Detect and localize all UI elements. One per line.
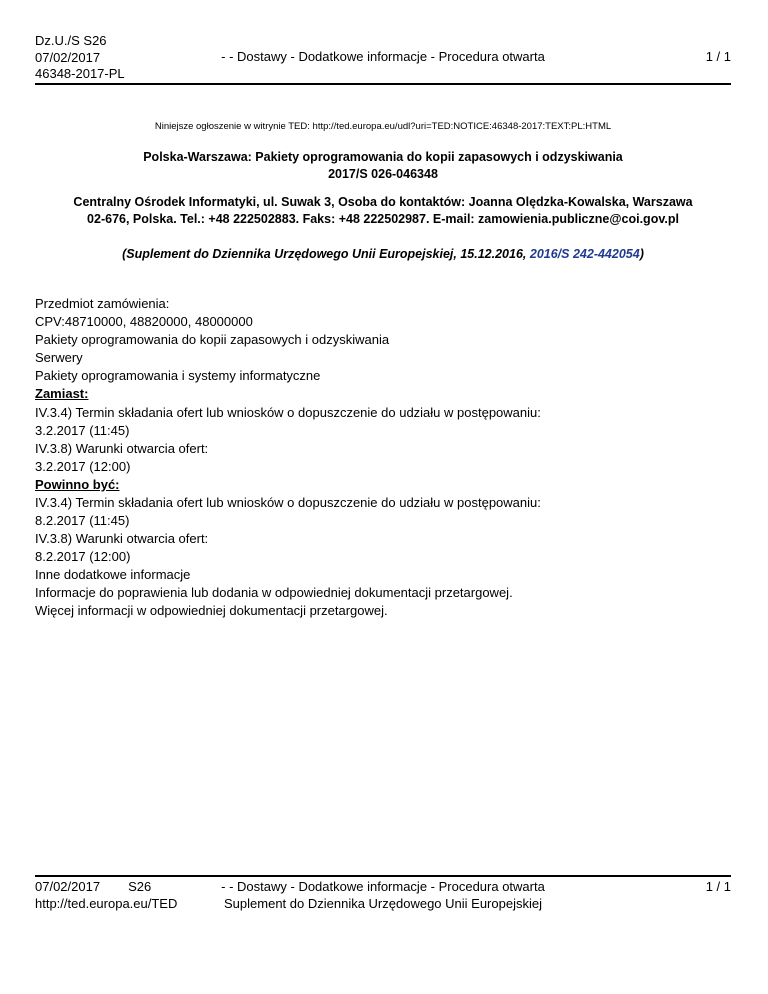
page-footer: [35, 878, 731, 918]
contracting-authority: [35, 194, 731, 228]
should-be-line: IV.3.8) Warunki otwarcia ofert:: [35, 531, 209, 546]
subject-item: Serwery: [35, 350, 83, 365]
instead-section: [35, 404, 731, 494]
header-notice-number: 46348-2017-PL: [35, 66, 125, 81]
supplement-suffix: ): [639, 247, 644, 261]
page-header: [35, 33, 731, 83]
subject-item: Pakiety oprogramowania do kopii zapasowych i odzyskiwania: [35, 332, 390, 347]
should-be-line: 8.2.2017 (11:45): [35, 513, 130, 528]
should-be-section: [35, 494, 731, 620]
should-be-line: Informacje do poprawienia lub dodania w odpowiedniej dokumentacji przetargowej.: [35, 585, 513, 600]
supplement-prefix: (Suplement do Dziennika Urzędowego Unii Europejskiej, 15.12.2016,: [122, 247, 530, 261]
notice-title-line: Polska-Warszawa: Pakiety oprogramowania do kopii zapasowych i odzyskiwania: [143, 150, 623, 164]
should-be-line: Więcej informacji w odpowiedniej dokumentacji przetargowej.: [35, 603, 388, 618]
instead-line: IV.3.4) Termin składania ofert lub wniosków o dopuszczenie do udziału w postępowaniu:: [35, 405, 541, 420]
subject-section: [35, 295, 731, 403]
footer-section: S26: [128, 879, 152, 894]
instead-line: IV.3.8) Warunki otwarcia ofert:: [35, 441, 209, 456]
footer-center: [35, 878, 731, 912]
should-be-line: 8.2.2017 (12:00): [35, 549, 131, 564]
notice-reference: 2017/S 026-046348: [328, 167, 438, 181]
cpv-codes: CPV:48710000, 48820000, 48000000: [35, 314, 253, 329]
header-divider: [35, 83, 731, 85]
notice-link-text: Niniejsze ogłoszenie w witrynie TED: http://ted.europa.eu/udl?uri=TED:NOTICE:46348-2017:TEXT:PL:HTML: [154, 121, 612, 132]
supplement-ref-link[interactable]: 2016/S 242-442054: [529, 247, 640, 261]
notice-title: [35, 149, 731, 183]
should-be-line: IV.3.4) Termin składania ofert lub wniosków o dopuszczenie do udziału w postępowaniu:: [35, 495, 541, 510]
footer-category: - - Dostawy - Dodatkowe informacje - Procedura otwarta: [221, 879, 545, 894]
document-page: [35, 0, 731, 994]
footer-date: 07/02/2017: [35, 879, 101, 894]
should-be-line: Inne dodatkowe informacje: [35, 567, 191, 582]
footer-supplement-name: Suplement do Dziennika Urzędowego Unii Europejskiej: [224, 896, 542, 911]
contracting-authority-line1: Centralny Ośrodek Informatyki, ul. Suwak 3, Osoba do kontaktów: Joanna Olędzka-Kowalska, Warszawa: [73, 195, 693, 209]
instead-heading: Zamiast:: [35, 386, 89, 401]
subject-item: Pakiety oprogramowania i systemy informatyczne: [35, 368, 321, 383]
header-page-number: 1 / 1: [705, 49, 731, 64]
instead-line: 3.2.2017 (11:45): [35, 423, 130, 438]
footer-url: http://ted.europa.eu/TED: [35, 896, 178, 911]
header-category: - - Dostawy - Dodatkowe informacje - Procedura otwarta: [221, 49, 545, 64]
should-be-heading: Powinno być:: [35, 477, 120, 492]
footer-divider: [35, 875, 731, 877]
contracting-authority-line2: 02-676, Polska. Tel.: +48 222502883. Faks: +48 222502987. E-mail: zamowienia.publiczne@coi.gov.pl: [87, 212, 679, 226]
supplement-reference: [35, 247, 731, 261]
subject-label: Przedmiot zamówienia:: [35, 296, 170, 311]
footer-page-number: 1 / 1: [705, 879, 731, 894]
instead-line: 3.2.2017 (12:00): [35, 459, 131, 474]
header-date: 07/02/2017: [35, 49, 101, 65]
header-doc-id: Dz.U./S S26: [35, 33, 107, 48]
